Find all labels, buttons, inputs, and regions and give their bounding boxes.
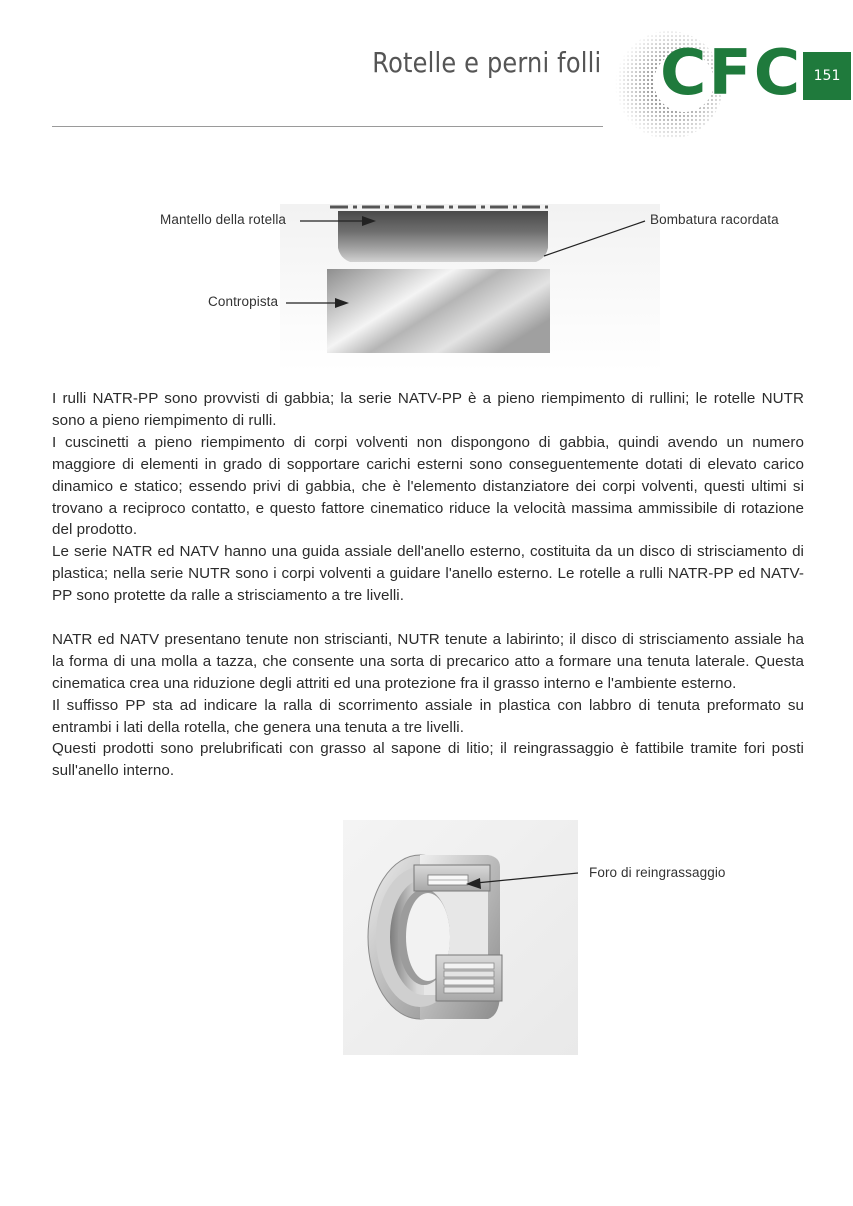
label-bombatura: Bombatura racordata: [650, 212, 779, 227]
roller-contact-figure: [0, 180, 853, 380]
paragraph: Il suffisso PP sta ad indicare la ralla di scorrimento assiale in plastica con labbro di tenuta preformato su entrambi i lati della rotella, che genera una tenuta a tre livelli.: [52, 696, 804, 736]
brand-logo: CFC: [660, 36, 803, 109]
label-contropista: Contropista: [208, 294, 279, 309]
paragraph: Questi prodotti sono prelubrificati con grasso al sapone di litio; il reingrassaggio è fattibile tramite fori posti sull'anello interno.: [52, 740, 804, 780]
header-divider: [52, 126, 603, 127]
body-text: [52, 388, 804, 782]
paragraph: I rulli NATR-PP sono provvisti di gabbia; la serie NATV-PP è a pieno riempimento di rullini; le rotelle NUTR sono a pieno riempimento di rulli.: [52, 390, 804, 429]
label-foro-reingrassaggio: Foro di reingrassaggio: [589, 865, 726, 880]
bearing-cutaway-figure: [0, 815, 853, 1060]
page-number-badge: 151: [803, 52, 851, 100]
roller-contact-illustration: [0, 180, 853, 380]
paragraph: Le serie NATR ed NATV hanno una guida assiale dell'anello esterno, costituita da un disco di strisciamento di plastica; nella serie NUTR sono i corpi volventi a guidare l'anello esterno. Le rotelle a rulli NATR-PP ed NATV-PP sono protette da ralle a strisciamento a tre livelli.: [52, 543, 804, 605]
paragraph: NATR ed NATV presentano tenute non striscianti, NUTR tenute a labirinto; il disco di strisciamento assiale ha la forma di una molla a tazza, che consente una sorta di precarico atto a formare una tenuta laterale. Questa cinematica crea una riduzione degli attriti ed una protezione fra il grasso interno e l'ambiente esterno.: [52, 630, 804, 692]
label-mantello: Mantello della rotella: [160, 212, 287, 227]
page-title: Rotelle e perni folli: [371, 46, 601, 79]
bearing-cutaway-illustration: [0, 815, 853, 1060]
paragraph: I cuscinetti a pieno riempimento di corpi volventi non dispongono di gabbia, quindi avendo un numero maggiore di elementi in grado di sopportare carichi esterni sono conseguentemente dotati di elevato carico dinamico e statico; essendo privi di gabbia, che è l'elemento distanziatore dei corpi volventi, questi ultimi si trovano a reciproco contatto, e questo fattore cinematico riduce la velocità massima ammissibile di rotazione del prodotto.: [52, 433, 804, 539]
